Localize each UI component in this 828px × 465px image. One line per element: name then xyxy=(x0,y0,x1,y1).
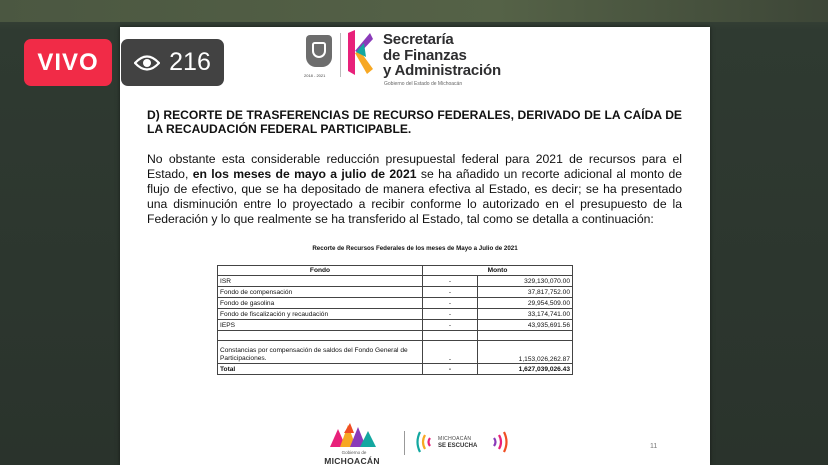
page-number: 11 xyxy=(650,443,658,450)
table-row xyxy=(218,320,573,331)
section-title-text: RECORTE DE TRASFERENCIAS DE RECURSO FEDERALES, DERIVADO DE LA CAÍDA DE LA RECAUDACIÓN FEDERAL PARTICIPABLE. xyxy=(147,108,682,136)
michoacan-se-escucha-logo-icon xyxy=(416,429,508,455)
cell-dash: - xyxy=(423,276,478,287)
secretaria-k-logo-icon xyxy=(346,29,374,77)
seal-years: 2018 - 2021 xyxy=(304,73,326,78)
table-row xyxy=(218,309,573,320)
table-row xyxy=(218,298,573,309)
cell-fondo: Fondo de gasolina xyxy=(218,298,423,309)
cell-fondo: Fondo de compensación xyxy=(218,287,423,298)
cell-dash: - xyxy=(423,309,478,320)
cell-dash: - xyxy=(423,320,478,331)
presentation-slide xyxy=(120,27,710,465)
background-band xyxy=(0,0,828,22)
body-paragraph xyxy=(147,152,682,227)
table-row xyxy=(218,276,573,287)
table-row-constancias xyxy=(218,341,573,364)
cell-monto: 29,954,509.00 xyxy=(478,298,573,309)
cell-empty xyxy=(218,331,423,341)
cell-total-monto: 1,627,039,026.43 xyxy=(478,364,573,375)
org-name xyxy=(383,32,501,79)
cell-monto: 43,935,691.56 xyxy=(478,320,573,331)
header-monto: Monto xyxy=(423,266,573,276)
footer-gov-small: Gobierno de xyxy=(341,450,367,455)
table-row-total xyxy=(218,364,573,375)
table-row xyxy=(218,287,573,298)
cell-dash: - xyxy=(423,341,478,364)
viewer-count-badge xyxy=(121,39,224,86)
cell-fondo: Constancias por compensación de saldos del Fondo General de Participaciones. xyxy=(218,341,423,364)
para-part-b: se ha añadido un recorte adicional al monto de flujo de efectivo, que se ha depositado de manera efectiva al Estado, es decir; se ha presentado una disminución entre lo proyectado a recibir conforme lo autorizado en el presupuesto de la Federación y lo que realmente se ha transferido al Estado, tal como se detalla a continuación: xyxy=(147,167,682,226)
cell-fondo: Fondo de fiscalización y recaudación xyxy=(218,309,423,320)
cell-empty xyxy=(478,331,573,341)
state-seal-icon xyxy=(306,35,332,67)
header-fondo: Fondo xyxy=(218,266,423,276)
table-header-row xyxy=(218,266,573,276)
cell-total-label: Total xyxy=(218,364,423,375)
cell-empty xyxy=(423,331,478,341)
org-name-line2: de Finanzas xyxy=(383,46,467,64)
header-divider xyxy=(340,33,341,77)
org-name-line3: y Administración xyxy=(383,62,501,79)
footer-gov-big: MICHOACÁN xyxy=(324,456,380,465)
cell-monto: 1,153,026,262.87 xyxy=(478,341,573,364)
para-bold: en los meses de mayo a julio de 2021 xyxy=(192,167,417,181)
cell-dash: - xyxy=(423,287,478,298)
para-part-a: No obstante esta considerable reducción presupuestal federal para 2021 de recursos para el Estado, xyxy=(147,152,682,181)
org-name-line1: Secretaría xyxy=(383,31,454,48)
footer-escucha-line1: MICHOACÁN xyxy=(438,436,472,442)
cell-monto: 37,817,752.00 xyxy=(478,287,573,298)
cell-fondo: IEPS xyxy=(218,320,423,331)
footer-divider xyxy=(404,431,405,455)
org-subtitle: Gobierno del Estado de Michoacán xyxy=(384,81,463,87)
section-title xyxy=(147,108,682,136)
section-letter: D) xyxy=(147,108,160,122)
viewer-count: 216 xyxy=(169,48,211,76)
table-row-empty xyxy=(218,331,573,341)
cell-dash: - xyxy=(423,298,478,309)
cell-monto: 33,174,741.00 xyxy=(478,309,573,320)
live-badge: VIVO xyxy=(24,39,112,86)
footer-escucha-line2: SE ESCUCHA xyxy=(438,443,478,449)
cell-fondo: ISR xyxy=(218,276,423,287)
table-title: Recorte de Recursos Federales de los meses de Mayo a Julio de 2021 xyxy=(312,245,518,252)
cell-monto: 329,130,070.00 xyxy=(478,276,573,287)
eye-icon xyxy=(134,54,160,72)
cell-dash: - xyxy=(423,364,478,375)
federal-cuts-table xyxy=(217,265,573,375)
